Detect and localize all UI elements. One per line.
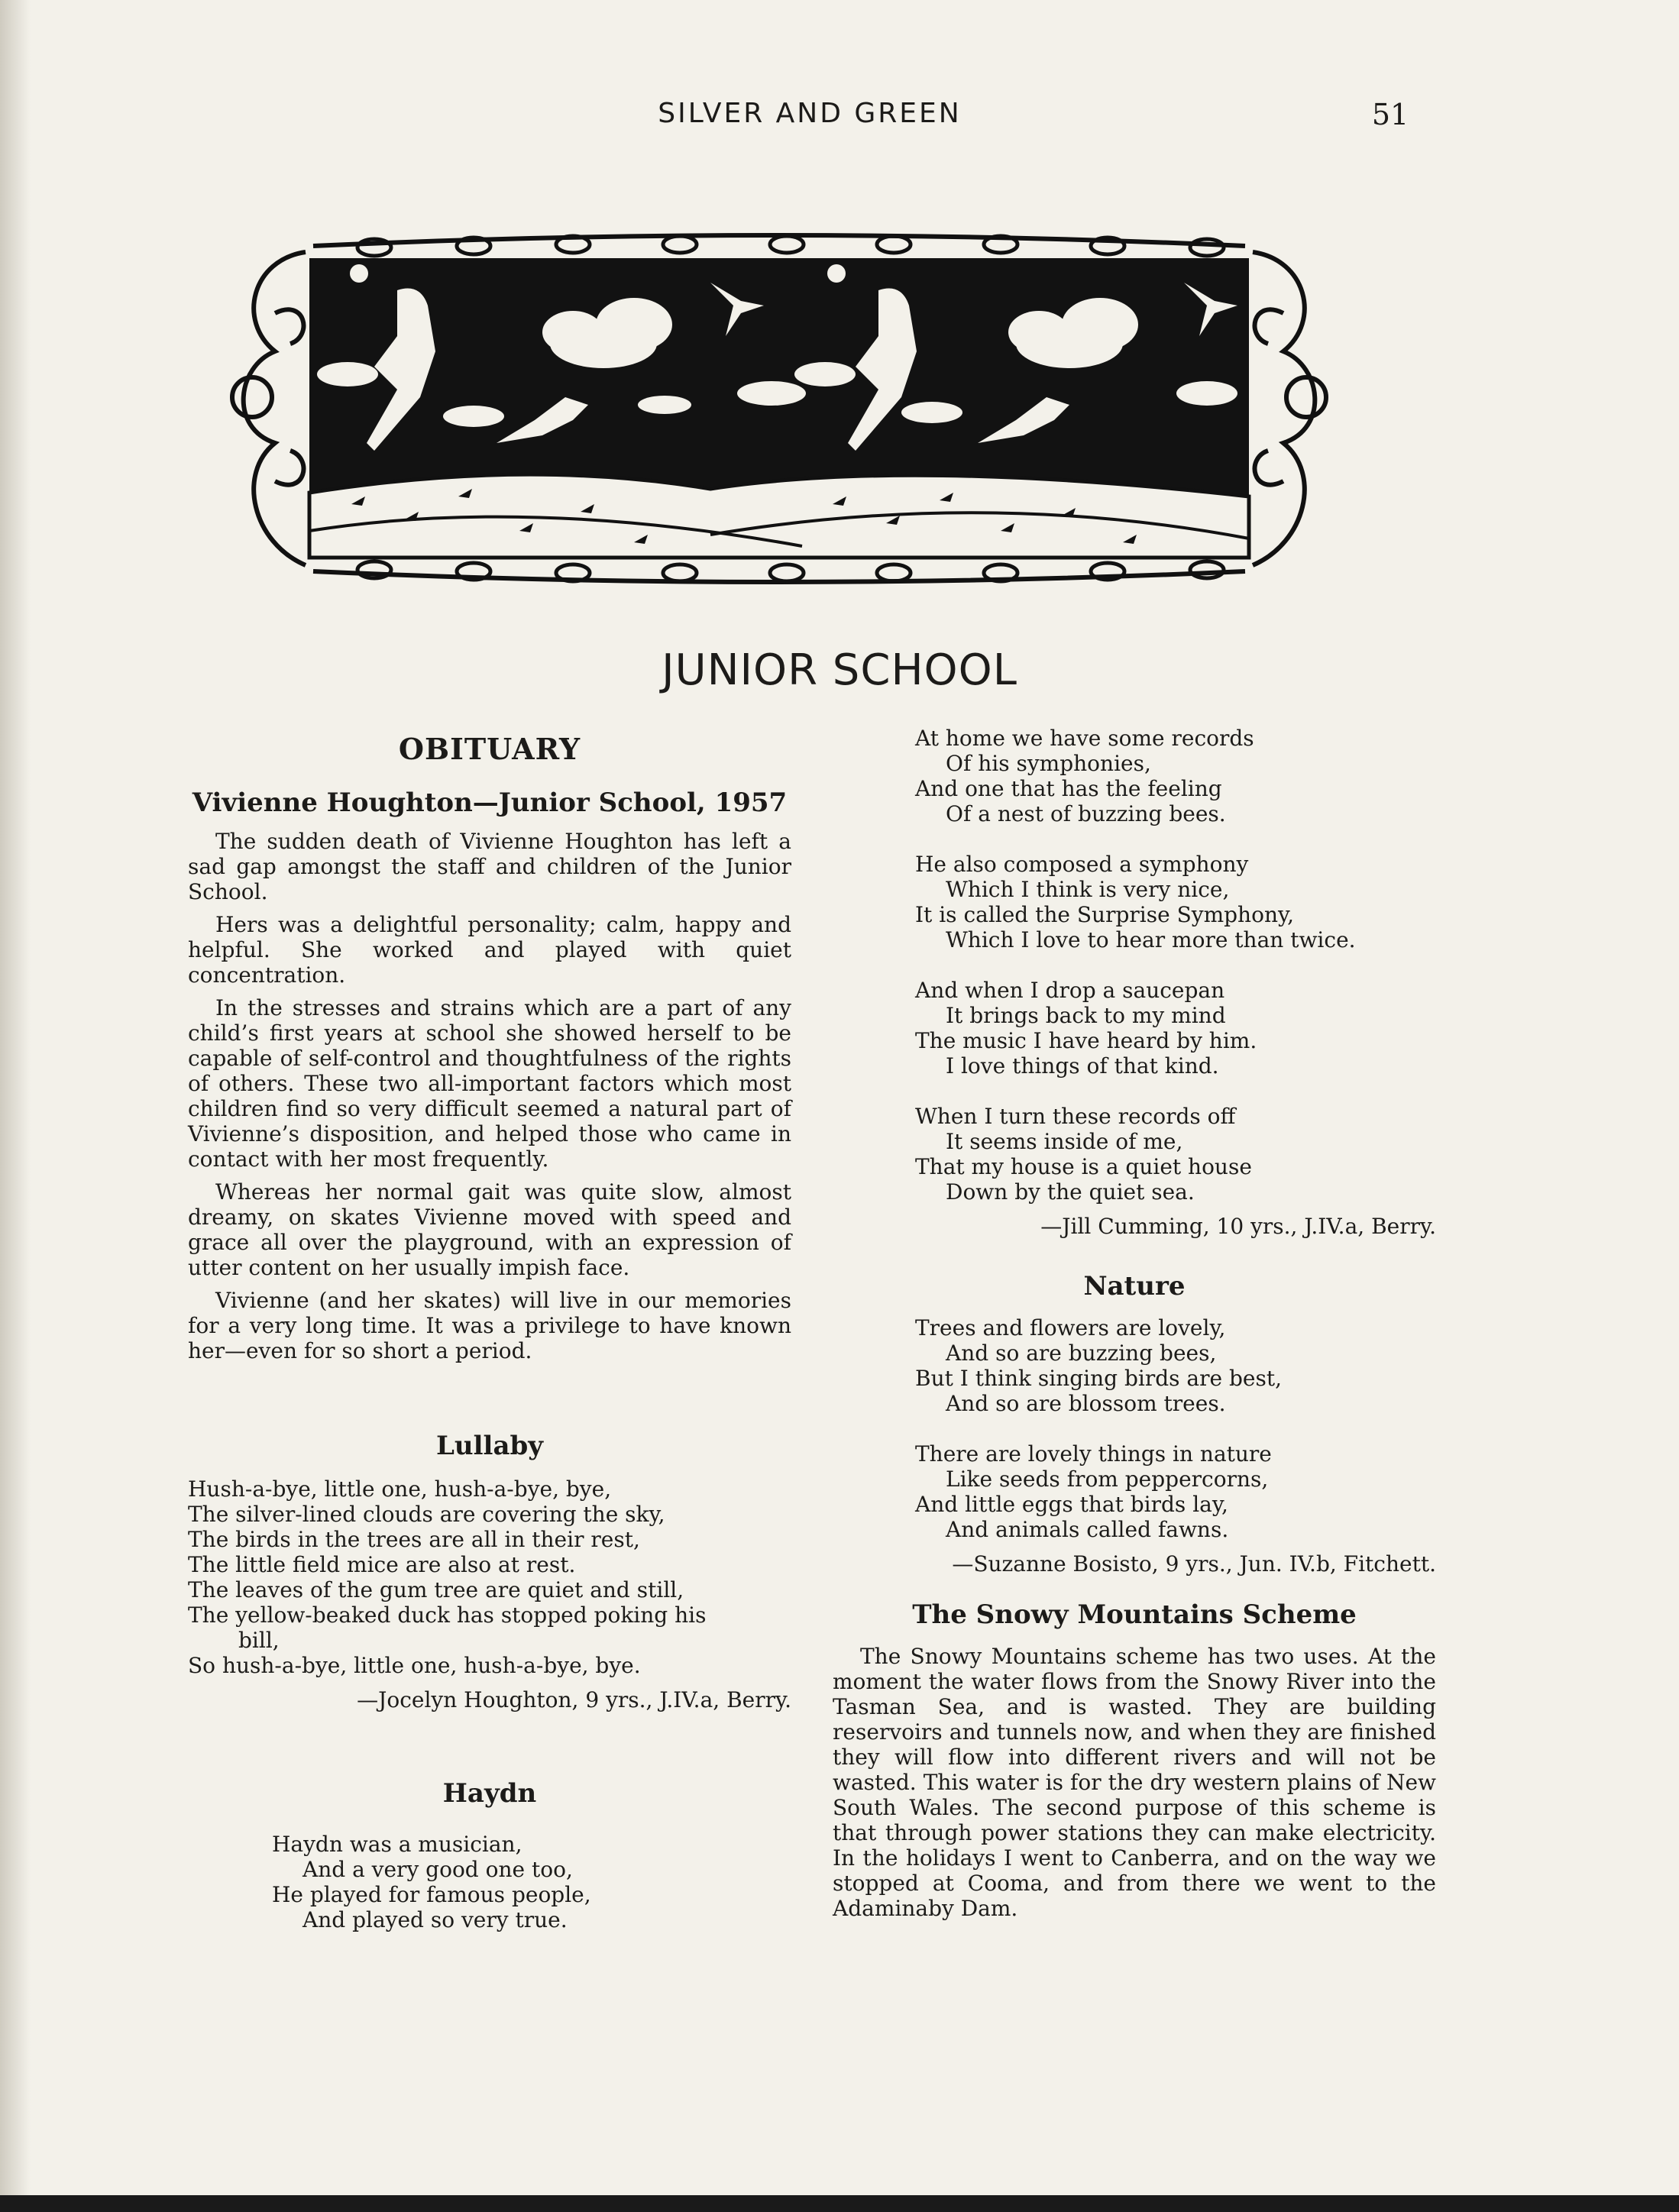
poem-stanza [915,852,1436,952]
nature-title: Nature [1083,1271,1186,1302]
haydn-poem-stanza [188,1832,791,1932]
poem-line: Of a nest of buzzing bees. [946,801,1226,826]
obituary-paragraph: The sudden death of Vivienne Houghton has left a sad gap amongst the staff and children of the Junior School. [188,829,791,904]
obituary-paragraph: In the stresses and strains which are a part of any child’s first years at school she showed herself to be capable of self-control and thoughtfulness of the rights of others. These two all-important factors which most children find so very difficult seemed a natural part of Vivienne’s disposition, and helped those who came in contact with her most frequently. [188,995,791,1172]
poem-line: The silver-lined clouds are covering the sky, [188,1502,665,1527]
nature-poem [833,1315,1436,1542]
poem-line: And little eggs that birds lay, [915,1492,1228,1517]
poem-line: He played for famous people, [272,1882,591,1907]
poem-line: And so are buzzing bees, [946,1340,1217,1366]
poem-line: It is called the Surprise Symphony, [915,902,1294,927]
poem-line: Which I think is very nice, [946,877,1230,902]
poem-line: It brings back to my mind [946,1003,1226,1028]
poem-line: I love things of that kind. [946,1053,1219,1079]
poem-line: And played so very true. [302,1907,568,1932]
poem-line: And when I drop a saucepan [915,978,1225,1003]
page-number: 51 [1371,98,1409,131]
poem-line: So hush-a-bye, little one, hush-a-bye, bye. [188,1653,641,1678]
poem-line: Like seeds from peppercorns, [946,1467,1269,1492]
poem-line: At home we have some records [915,726,1254,751]
poem-stanza [915,1315,1436,1416]
poem-line: It seems inside of me, [946,1129,1183,1154]
obituary-paragraph: Hers was a delightful personality; calm, happy and helpful. She worked and played with quiet concentration. [188,912,791,988]
poem-line: Down by the quiet sea. [946,1179,1195,1205]
poem-line: Trees and flowers are lovely, [915,1315,1226,1340]
running-head [0,98,1679,136]
poem-line: He also composed a symphony [915,852,1249,877]
poem-line: And one that has the feeling [915,776,1222,801]
lullaby-title: Lullaby [435,1431,544,1461]
poem-line: The little field mice are also at rest. [188,1552,576,1577]
obituary-subheading: Vivienne Houghton—Junior School, 1957 [192,787,788,818]
poem-line: Haydn was a musician, [272,1832,522,1857]
haydn-title: Haydn [442,1778,537,1809]
haydn-poem-continued [833,726,1436,1205]
nature-credit: —Suzanne Bosisto, 9 yrs., Jun. IV.b, Fitchett. [952,1551,1436,1577]
poem-line: The music I have heard by him. [915,1028,1257,1053]
obituary-heading: OBITUARY [398,732,581,766]
snowy-title: The Snowy Mountains Scheme [912,1599,1357,1630]
obituary-paragraph: Vivienne (and her skates) will live in our memories for a very long time. It was a privilege to have known her—even for so short a period. [188,1288,791,1363]
poem-line: There are lovely things in nature [915,1441,1272,1467]
scan-bottom-edge [0,2195,1679,2212]
page-gutter-shadow [0,0,31,2212]
poem-line: Which I love to hear more than twice. [946,927,1356,952]
obituary-text [188,829,791,1363]
lullaby-credit: —Jocelyn Houghton, 9 yrs., J.IV.a, Berry. [357,1687,791,1712]
poem-line: And a very good one too, [302,1857,573,1882]
poem-line: The leaves of the gum tree are quiet and still, [188,1577,684,1602]
poem-line: The birds in the trees are all in their rest, [188,1527,640,1552]
poem-line: Of his symphonies, [946,751,1151,776]
poem-line: That my house is a quiet house [915,1154,1252,1179]
poem-line: And animals called fawns. [946,1517,1229,1542]
poem-stanza [915,978,1436,1079]
poem-stanza [915,1441,1436,1542]
journal-title: SILVER AND GREEN [658,98,962,129]
left-column [188,726,791,1932]
poem-line: bill, [238,1628,280,1653]
poem-line: But I think singing birds are best, [915,1366,1282,1391]
poem-line: When I turn these records off [915,1104,1236,1129]
haydn-credit: —Jill Cumming, 10 yrs., J.IV.a, Berry. [1040,1214,1436,1239]
poem-stanza [915,1104,1436,1205]
lullaby-poem [188,1476,791,1678]
poem-line: Hush-a-bye, little one, hush-a-bye, bye, [188,1476,612,1502]
poem-line: The yellow-beaked duck has stopped poking his [188,1602,707,1628]
section-title: JUNIOR SCHOOL [662,645,1017,695]
poem-stanza [915,726,1436,826]
children-playing-banner-illustration-icon [222,229,1337,588]
right-column [833,726,1436,1921]
snowy-text: The Snowy Mountains scheme has two uses. At the moment the water flows from the Snowy River into the Tasman Sea, and is wasted. They are building reservoirs and tunnels now, and when they are finished they will flow into different rivers and will not be wasted. This water is for the dry western plains of New South Wales. The second purpose of this scheme is that through power stations they can make electricity. In the holidays I went to Canberra, and on the way we stopped at Cooma, and from there we went to the Adaminaby Dam. [833,1644,1436,1921]
poem-line: And so are blossom trees. [946,1391,1226,1416]
obituary-paragraph: Whereas her normal gait was quite slow, almost dreamy, on skates Vivienne moved with speed and grace all over the playground, with an expression of utter content on her usually impish face. [188,1179,791,1280]
